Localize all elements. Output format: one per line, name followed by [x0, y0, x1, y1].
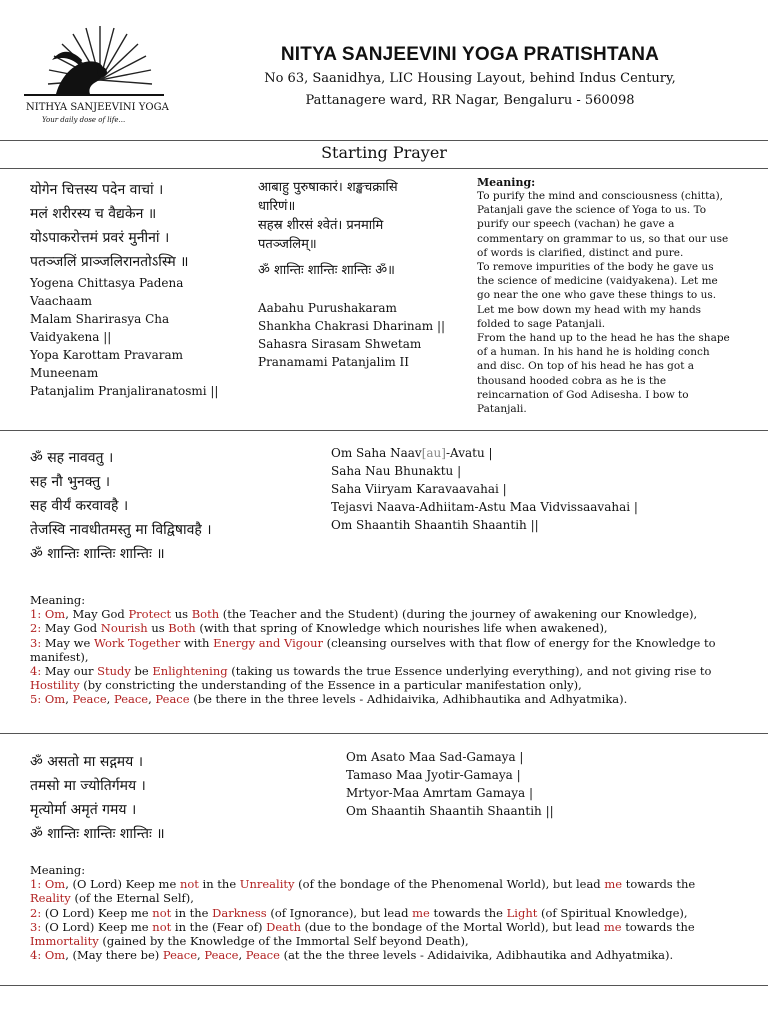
meaning-line: [30, 664, 760, 678]
meaning-line: of words is clarified, distinct and pure.: [477, 246, 684, 259]
meaning-text: (be there in the three levels - Adhidaivika, Adhibhautika and Adhyatmika).: [189, 692, 628, 707]
highlight: me: [604, 877, 623, 892]
address-line-2: Pattanagere ward, RR Nagar, Bengaluru - 560098: [305, 93, 635, 108]
translit-line: [331, 444, 761, 462]
meaning-text: (of the bondage of the Phenomenal World), but lead: [294, 877, 605, 892]
divider: [0, 733, 768, 734]
meaning-text: (of the Eternal Self),: [70, 891, 194, 906]
meaning-text: towards the: [621, 919, 695, 934]
highlight: me: [603, 919, 622, 934]
translit-part: Om Saha Naav: [331, 446, 422, 460]
meaning-text: (of Ignorance), but lead: [266, 905, 413, 920]
devanagari-line: योगेन चित्तस्य पदेन वाचां ।: [30, 182, 164, 198]
meaning-line: Patanjali gave the science of Yoga to us. To: [477, 204, 707, 217]
section-title: Starting Prayer: [321, 143, 447, 162]
devanagari-line: पतञ्जलिं प्राञ्जलिरानतोऽस्मि ॥: [30, 254, 189, 270]
meaning-text: with: [180, 635, 214, 650]
meaning-text: (of Spiritual Knowledge),: [537, 905, 688, 920]
translit-line: Pranamami Patanjalim II: [258, 355, 410, 369]
highlight: Energy and Vigour: [213, 635, 323, 650]
translit-line: Vaidyakena ||: [30, 330, 112, 344]
highlight: Unreality: [239, 877, 295, 892]
meaning-text: (at the the three levels - Adidaivika, Adibhautika and Adhyatmika).: [279, 948, 674, 963]
highlight: Peace: [113, 692, 149, 707]
translit-line: Shankha Chakrasi Dharinam ||: [258, 319, 446, 333]
prayer1-middle-column: [258, 178, 473, 371]
devanagari-line: ॐ सह नाववतु ।: [30, 450, 114, 466]
organization-name: NITYA SANJEEVINI YOGA PRATISHTANA: [280, 44, 660, 65]
meaning-line: commentary on grammar to us, so that our use: [477, 232, 729, 245]
meaning-label: Meaning:: [30, 593, 86, 607]
translit-line: Malam Sharirasya Cha: [30, 312, 170, 326]
devanagari-line: तमसो मा ज्योतिर्गमय ।: [30, 778, 146, 794]
prayer2-meaning: [30, 593, 760, 707]
highlight: me: [412, 905, 430, 920]
meaning-text: , (O Lord) Keep me: [65, 877, 180, 892]
translit-part: -Avatu |: [445, 446, 493, 460]
logo-tagline: Your daily dose of life...: [42, 116, 126, 124]
meaning-text: us: [171, 607, 192, 622]
meaning-line: and disc. On top of his head he has got a: [477, 360, 695, 373]
meaning-text: May we: [44, 635, 94, 650]
meaning-line: reincarnation of God Adisesha. I bow to: [477, 388, 689, 401]
meaning-line: [30, 607, 760, 621]
meaning-line: manifest),: [30, 649, 89, 664]
prayer1-meaning: [477, 176, 763, 416]
meaning-text: (cleansing ourselves with that flow of energy for the Knowledge to: [323, 635, 716, 650]
meaning-line: [30, 621, 760, 635]
meaning-number: 3:: [30, 919, 45, 934]
prayer2-translit: [331, 444, 761, 534]
meaning-line: Let me bow down my head with my hands: [477, 303, 702, 316]
highlight: Nourish: [100, 621, 148, 636]
highlight: Peace: [72, 692, 107, 707]
meaning-line: To purify the mind and consciousness (chitta),: [477, 190, 724, 202]
translit-line: Muneenam: [30, 366, 99, 380]
highlight: Protect: [128, 607, 172, 622]
meaning-line: thousand hooded cobra as he is the: [477, 374, 667, 387]
meaning-line: From the hand up to the head he has the shape: [477, 332, 730, 345]
meaning-text: towards the: [622, 877, 696, 892]
meaning-line: [30, 934, 760, 948]
shanti-line: ॐ शान्तिः शान्तिः शान्तिः ॐ॥: [258, 263, 395, 278]
devanagari-line: धारिणं॥: [258, 199, 296, 214]
highlight: Peace: [155, 692, 190, 707]
highlight: Om: [44, 607, 66, 622]
meaning-text: (the Teacher and the Student) (during the journey of awakening our Knowledge),: [219, 607, 698, 622]
meaning-number: 3:: [30, 635, 45, 650]
organization-block: [235, 44, 705, 110]
meaning-number: 4:: [30, 664, 45, 679]
highlight: Om: [44, 877, 66, 892]
meaning-text: May God: [44, 621, 101, 636]
page-header: [0, 0, 768, 140]
devanagari-line: आबाहु पुरुषाकारं। शङ्खचक्रासि: [258, 180, 398, 195]
highlight: Study: [97, 664, 131, 679]
meaning-line: [30, 920, 760, 934]
meaning-line: [30, 906, 760, 920]
translit-line: Om Shaantih Shaantih Shaantih ||: [346, 804, 554, 818]
prayer2-devanagari: [30, 446, 330, 566]
highlight: Peace: [245, 948, 280, 963]
translit-line: Yopa Karottam Pravaram: [30, 348, 183, 362]
devanagari-line: सह नौ भुनक्तु ।: [30, 474, 111, 490]
translit-line: Aabahu Purushakaram: [258, 301, 397, 315]
translit-line: Tejasvi Naava-Adhiitam-Astu Maa Vidvissaavahai |: [331, 500, 638, 514]
highlight: Work Together: [93, 635, 181, 650]
translit-line: Yogena Chittasya Padena: [30, 276, 184, 290]
devanagari-line: तेजस्वि नावधीतमस्तु मा विद्विषावहै ।: [30, 522, 212, 538]
meaning-line: [30, 692, 760, 706]
meaning-label: Meaning:: [477, 176, 536, 189]
meaning-text: (O Lord) Keep me: [44, 919, 153, 934]
meaning-line: the science of medicine (vaidyakena). Let me: [477, 275, 718, 288]
meaning-text: ,: [65, 692, 73, 707]
prayer1-left-column: [30, 178, 255, 400]
meaning-text: , May God: [65, 607, 129, 622]
devanagari-line: पतञ्जलिम्॥: [258, 237, 317, 252]
address-line-1: No 63, Saanidhya, LIC Housing Layout, behind Indus Century,: [264, 71, 676, 86]
highlight: Light: [506, 905, 538, 920]
devanagari-line: सह वीर्यं करवावहै ।: [30, 498, 129, 514]
meaning-text: towards the: [429, 905, 507, 920]
highlight: Darkness: [212, 905, 267, 920]
highlight: Death: [266, 919, 302, 934]
meaning-text: (gained by the Knowledge of the Immortal Self beyond Death),: [98, 934, 469, 949]
meaning-line: folded to sage Patanjali.: [477, 317, 606, 330]
devanagari-line: ॐ शान्तिः शान्तिः शान्तिः ॥: [30, 826, 165, 842]
divider: [0, 985, 768, 986]
meaning-line: [30, 891, 760, 905]
meaning-text: (O Lord) Keep me: [44, 905, 153, 920]
divider: [0, 430, 768, 431]
meaning-text: (due to the bondage of the Mortal World), but lead: [301, 919, 604, 934]
devanagari-line: ॐ असतो मा सद्गमय ।: [30, 754, 144, 770]
translit-line: Saha Nau Bhunaktu |: [331, 464, 462, 478]
highlight: Om: [44, 692, 66, 707]
translit-line: Om Shaantih Shaantih Shaantih ||: [331, 518, 539, 532]
highlight: Peace: [204, 948, 239, 963]
devanagari-line: मृत्योर्मा अमृतं गमय ।: [30, 802, 137, 818]
meaning-line: go near the one who gave these things to us.: [477, 289, 717, 302]
meaning-number: 4:: [30, 948, 45, 963]
highlight: not: [152, 905, 172, 920]
meaning-line: To remove impurities of the body he gave us: [477, 261, 714, 274]
meaning-number: 2:: [30, 905, 45, 920]
meaning-line: [30, 636, 760, 650]
meaning-number: 2:: [30, 621, 45, 636]
translit-line: Om Asato Maa Sad-Gamaya |: [346, 750, 524, 764]
highlight: not: [179, 877, 199, 892]
devanagari-line: ॐ शान्तिः शान्तिः शान्तिः ॥: [30, 546, 165, 562]
meaning-number: 1:: [30, 877, 45, 892]
meaning-number: 5:: [30, 692, 45, 707]
meaning-text: , (May there be): [65, 948, 163, 963]
highlight: Hostility: [30, 678, 80, 693]
divider: [0, 140, 768, 141]
highlight: Immortality: [30, 934, 99, 949]
meaning-line: purify our speech (vachan) he gave a: [477, 218, 675, 231]
highlight: Enlightening: [152, 664, 228, 679]
meaning-label: Meaning:: [30, 863, 86, 877]
meaning-line: Patanjali.: [477, 403, 527, 416]
yoga-logo: [22, 20, 172, 130]
prayer3-translit: [346, 748, 756, 820]
translit-line: Saha Viiryam Karavaavahai |: [331, 482, 507, 496]
highlight: not: [152, 919, 172, 934]
divider: [0, 168, 768, 169]
meaning-text: (taking us towards the true Essence underlying everything), and not giving rise to: [227, 664, 712, 679]
devanagari-line: योऽपाकरोत्तमं प्रवरं मुनीनां ।: [30, 230, 170, 246]
prayer3-devanagari: [30, 750, 330, 846]
meaning-text: ,: [148, 692, 156, 707]
meaning-text: us: [147, 621, 169, 636]
highlight: Om: [44, 948, 66, 963]
meaning-text: (with that spring of Knowledge which nourishes life when awakened),: [195, 621, 608, 636]
translit-line: Vaachaam: [30, 294, 93, 308]
translit-line: Sahasra Sirasam Shwetam: [258, 337, 422, 351]
meaning-text: ,: [197, 948, 205, 963]
highlight: Peace: [162, 948, 198, 963]
meaning-text: in the (Fear of): [171, 919, 267, 934]
meaning-line: [30, 678, 760, 692]
highlight: Both: [168, 621, 196, 636]
meaning-line: [30, 948, 760, 962]
devanagari-line: मलं शरीरस्य च वैद्यकेन ॥: [30, 206, 157, 222]
meaning-text: May our: [44, 664, 98, 679]
meaning-text: in the: [171, 905, 213, 920]
meaning-text: in the: [198, 877, 240, 892]
meaning-text: be: [130, 664, 153, 679]
translit-bracket: [au]: [421, 446, 446, 460]
meaning-text: ,: [106, 692, 114, 707]
highlight: Both: [191, 607, 220, 622]
devanagari-line: सहस्र शीरसं श्वेतं। प्रनमामि: [258, 218, 384, 233]
meaning-text: (by constricting the understanding of the Essence in a particular manifestation only),: [79, 678, 582, 693]
meaning-line: [30, 877, 760, 891]
translit-line: Tamaso Maa Jyotir-Gamaya |: [346, 768, 521, 782]
logo-text: NITHYA SANJEEVINI YOGA: [26, 102, 169, 113]
meaning-text: ,: [238, 948, 246, 963]
translit-line: Mrtyor-Maa Amrtam Gamaya |: [346, 786, 534, 800]
highlight: Reality: [30, 891, 71, 906]
meaning-line: of a human. In his hand he is holding conch: [477, 346, 710, 359]
meaning-number: 1:: [30, 607, 45, 622]
prayer3-meaning: [30, 863, 760, 962]
translit-line: Patanjalim Pranjaliranatosmi ||: [30, 384, 219, 398]
